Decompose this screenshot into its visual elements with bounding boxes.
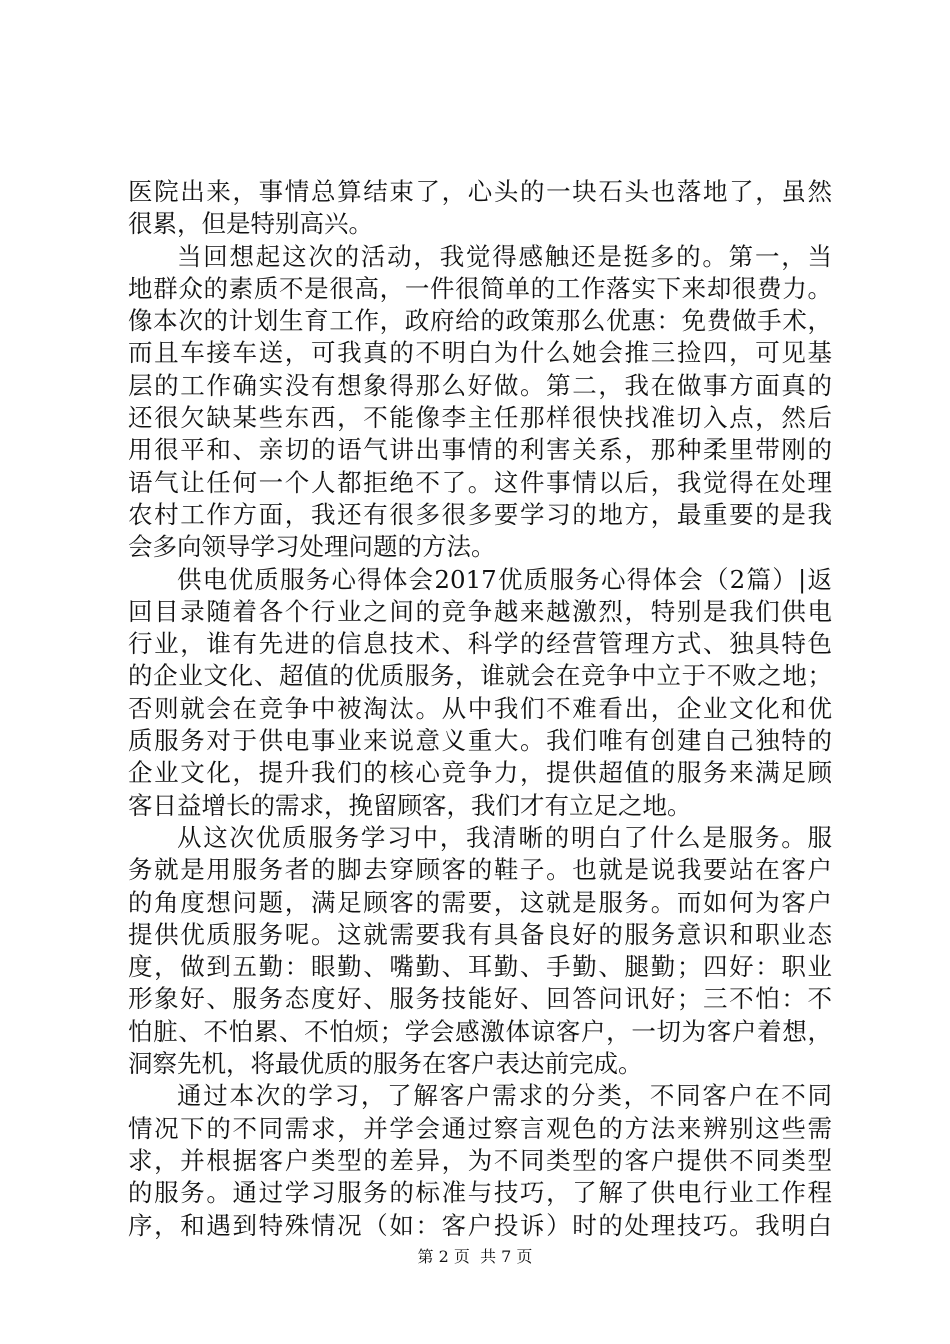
text-line: 的服务。通过学习服务的标准与技巧，了解了供电行业工作程: [128, 1178, 832, 1208]
text-line: 医院出来，事情总算结束了，心头的一块石头也落地了，虽然: [128, 177, 832, 206]
text-line: 地群众的素质不是很高，一件很简单的工作落实下来却很费力。: [128, 273, 832, 303]
text-line: 农村工作方面，我还有很多很多要学习的地方，最重要的是我: [128, 499, 832, 529]
text-line: 还很欠缺某些东西，不能像李主任那样很快找准切入点，然后: [128, 403, 832, 433]
text-line: 从这次优质服务学习中，我清晰的明白了什么是服务。服: [177, 822, 832, 852]
text-line: 度，做到五勤：眼勤、嘴勤、耳勤、手勤、腿勤；四好：职业: [128, 952, 832, 982]
text-line: 情况下的不同需求，并学会通过察言观色的方法来辨别这些需: [128, 1113, 832, 1143]
text-line: 会多向领导学习处理问题的方法。: [128, 532, 496, 562]
text-line: 企业文化，提升我们的核心竞争力，提供超值的服务来满足顾: [128, 758, 832, 788]
text-line: 当回想起这次的活动，我觉得感触还是挺多的。第一，当: [177, 241, 832, 271]
text-line: 的企业文化、超值的优质服务，谁就会在竞争中立于不败之地；: [128, 661, 832, 691]
text-line: 供电优质服务心得体会2017优质服务心得体会（2篇）|返: [177, 564, 832, 594]
text-line: 回目录随着各个行业之间的竞争越来越激烈，特别是我们供电: [128, 596, 832, 626]
text-line: 质服务对于供电事业来说意义重大。我们唯有创建自己独特的: [128, 726, 832, 756]
text-line: 像本次的计划生育工作，政府给的政策那么优惠：免费做手术，: [128, 306, 832, 336]
text-line: 的角度想问题，满足顾客的需要，这就是服务。而如何为客户: [128, 887, 832, 917]
text-line: 语气让任何一个人都拒绝不了。这件事情以后，我觉得在处理: [128, 467, 832, 497]
text-line: 行业，谁有先进的信息技术、科学的经营管理方式、独具特色: [128, 629, 832, 659]
text-line: 求，并根据客户类型的差异，为不同类型的客户提供不同类型: [128, 1145, 832, 1175]
text-line: 洞察先机，将最优质的服务在客户表达前完成。: [128, 1049, 643, 1079]
document-body: [128, 176, 832, 1242]
text-line: 怕脏、不怕累、不怕烦；学会感激体谅客户，一切为客户着想，: [128, 1016, 832, 1046]
text-line: 很累，但是特别高兴。: [128, 209, 373, 239]
text-line: 通过本次的学习，了解客户需求的分类，不同客户在不同: [177, 1081, 832, 1111]
text-line: 序，和遇到特殊情况（如：客户投诉）时的处理技巧。我明白: [128, 1210, 832, 1240]
text-line: 务就是用服务者的脚去穿顾客的鞋子。也就是说我要站在客户: [128, 855, 832, 885]
text-line: 否则就会在竞争中被淘汰。从中我们不难看出，企业文化和优: [128, 693, 832, 723]
text-line: 客日益增长的需求，挽留顾客，我们才有立足之地。: [128, 790, 692, 820]
text-line: 用很平和、亲切的语气讲出事情的利害关系，那种柔里带刚的: [128, 435, 832, 465]
text-line: 层的工作确实没有想象得那么好做。第二，我在做事方面真的: [128, 370, 832, 400]
text-line: 形象好、服务态度好、服务技能好、回答问讯好；三不怕：不: [128, 984, 832, 1014]
page-footer: 第 2 页 共 7 页: [417, 1247, 533, 1266]
text-line: 而且车接车送，可我真的不明白为什么她会推三捡四，可见基: [128, 338, 832, 368]
text-line: 提供优质服务呢。这就需要我有具备良好的服务意识和职业态: [128, 919, 832, 949]
